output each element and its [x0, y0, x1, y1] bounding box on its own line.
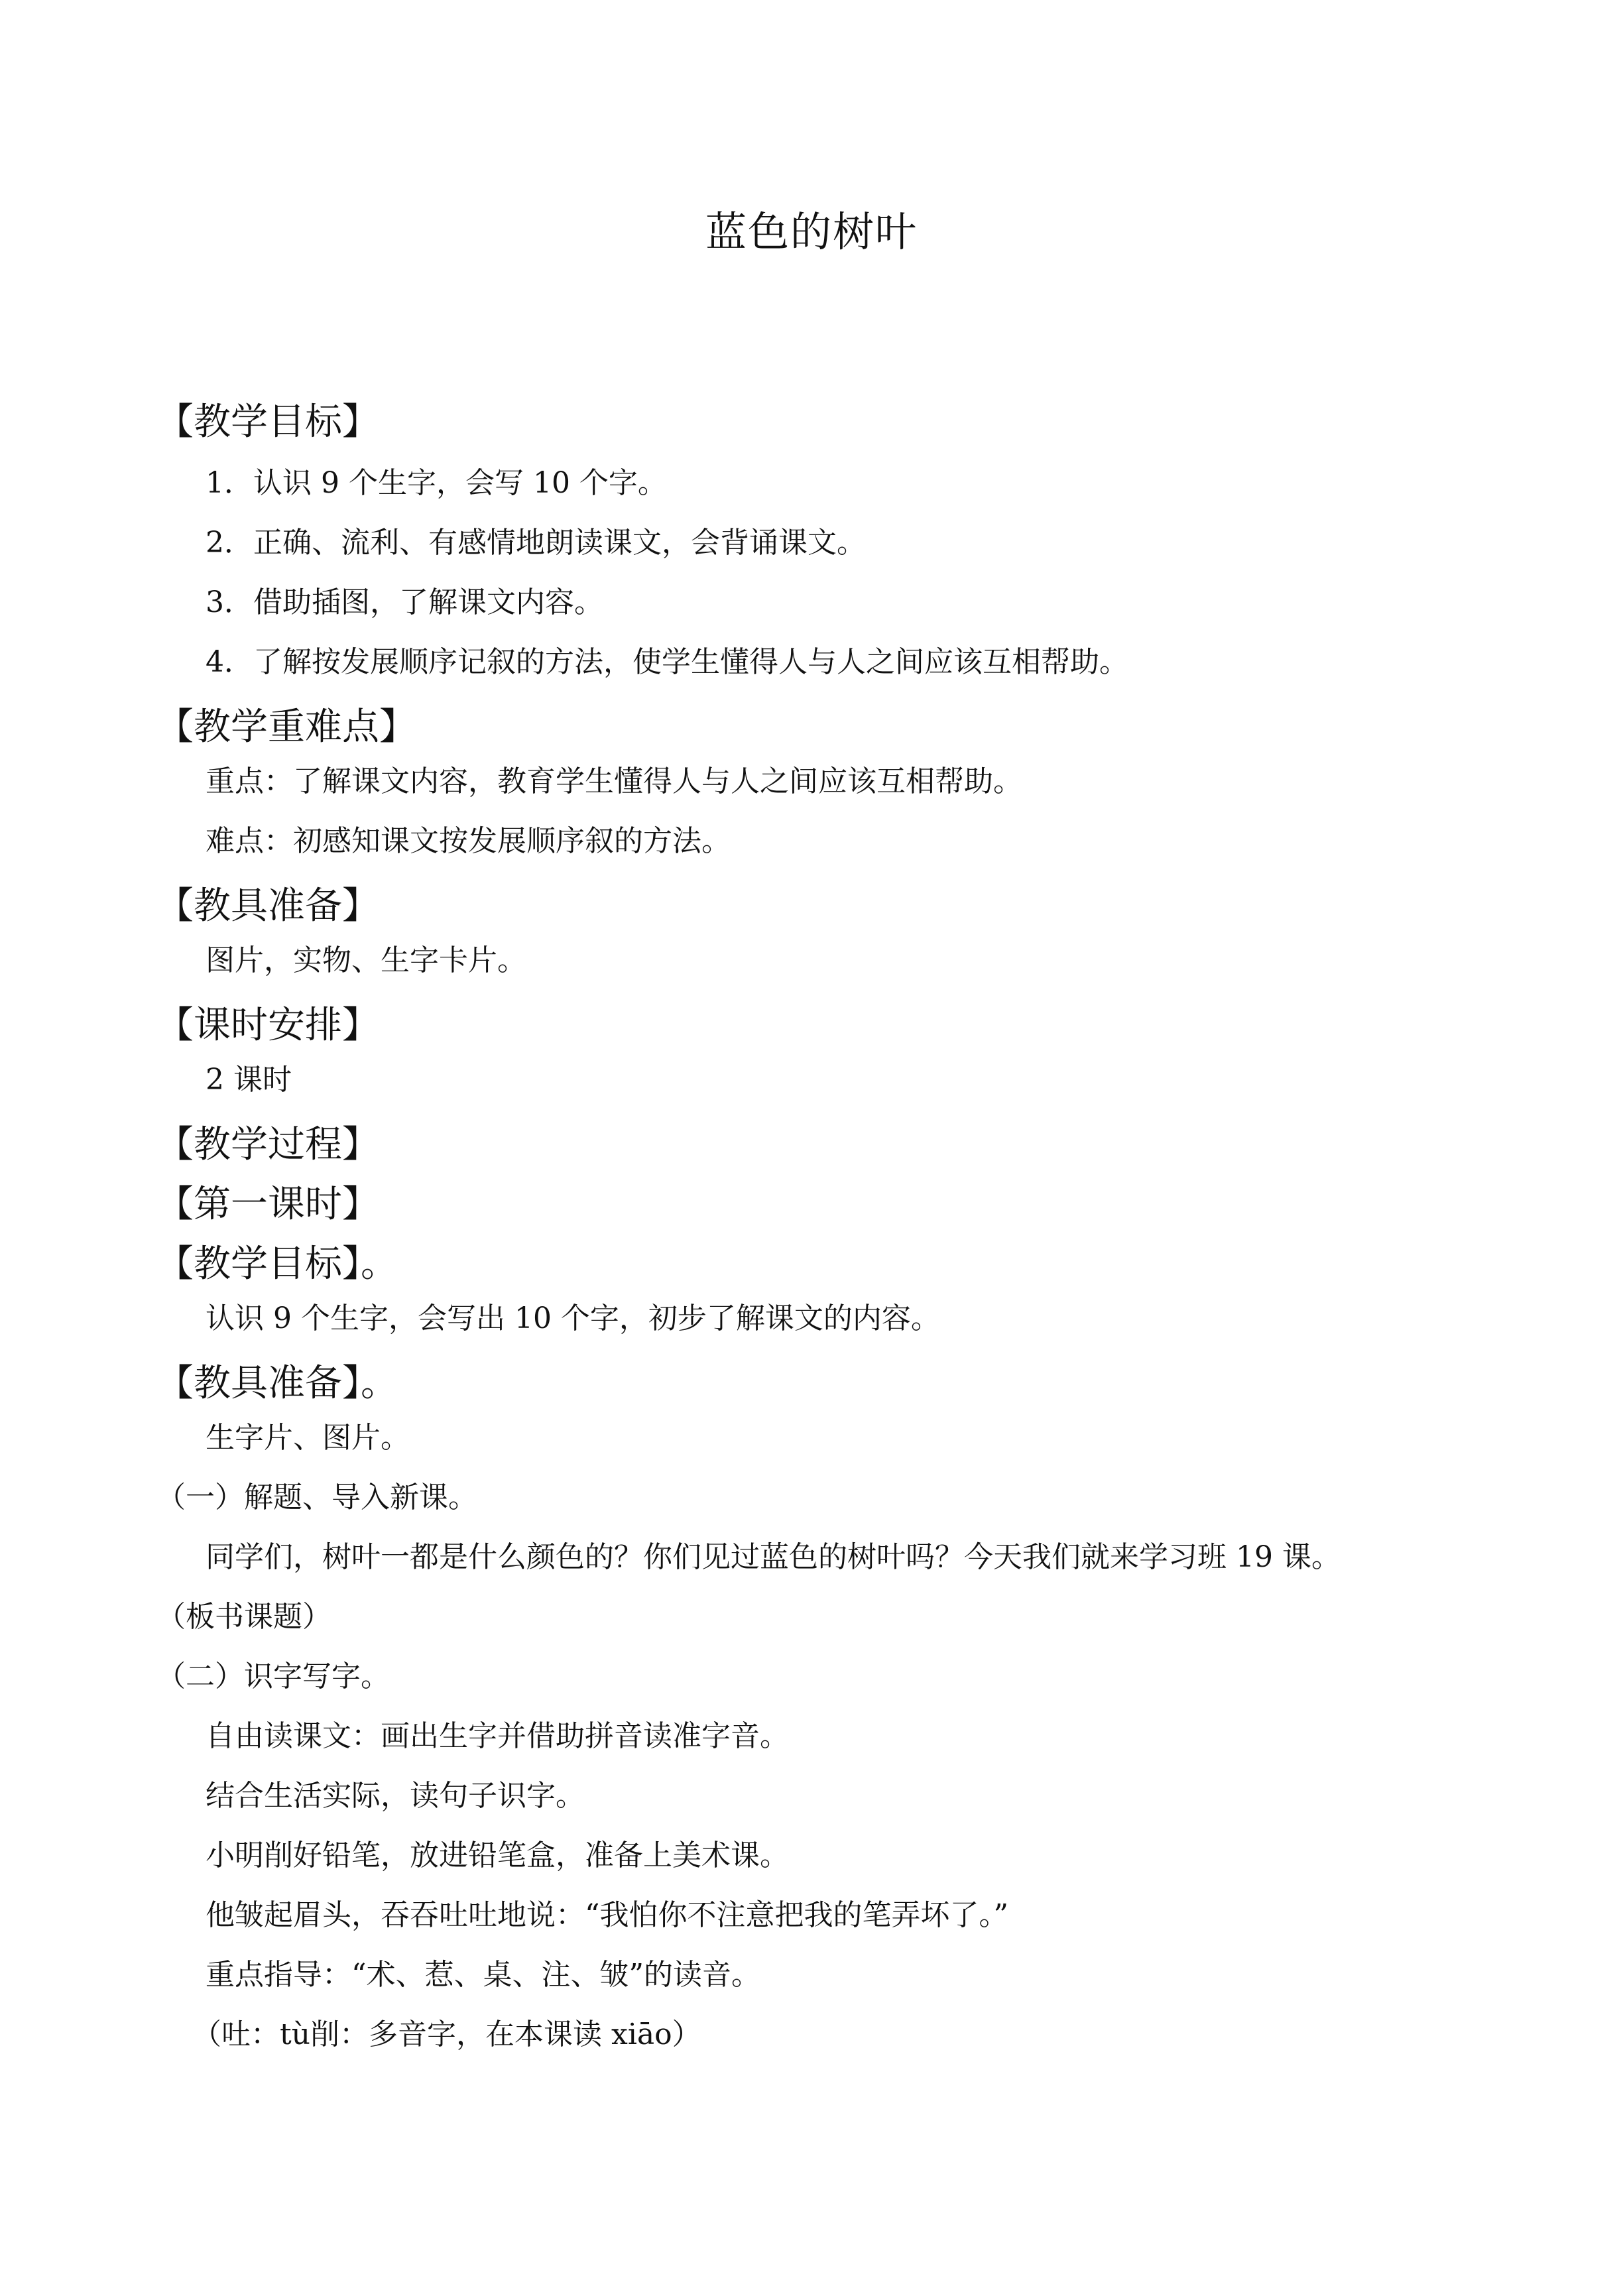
section-heading: 【教学过程】	[156, 1123, 379, 1166]
paragraph-line: 1．认识 9 个生字，会写 10 个字。	[206, 466, 667, 500]
page-title: 蓝色的树叶	[705, 208, 918, 256]
paragraph-line: 难点：初感知课文按发展顺序叙的方法。	[206, 824, 731, 858]
paragraph-line: 2 课时	[206, 1063, 292, 1097]
paragraph-line: 重点：了解课文内容，教育学生懂得人与人之间应该互相帮助。	[206, 764, 1022, 798]
paragraph-line: 结合生活实际，读句子识字。	[206, 1779, 585, 1813]
outline-line: （二）识字写字。	[156, 1660, 390, 1693]
section-heading: 【教具准备】	[156, 884, 379, 928]
paragraph-line: 图片，实物、生字卡片。	[206, 943, 526, 977]
note-line: （吐：tù削：多音字，在本课读 xiāo）	[192, 2018, 701, 2051]
section-heading: 【教学目标】	[156, 400, 379, 444]
paragraph-line: 自由读课文：画出生字并借助拼音读准字音。	[206, 1719, 789, 1753]
paragraph-line: 3．借助插图，了解课文内容。	[206, 585, 603, 619]
outline-line: （一）解题、导入新课。	[156, 1480, 477, 1514]
outline-line: （板书课题）	[156, 1600, 331, 1634]
section-heading: 【第一课时】	[156, 1183, 379, 1226]
section-heading: 【教学目标】。	[156, 1242, 398, 1286]
paragraph-line: 他皱起眉头，吞吞吐吐地说：“我怕你不注意把我的笔弄坏了。”	[206, 1898, 1008, 1932]
section-heading: 【教学重难点】	[156, 705, 416, 749]
paragraph-line: 2．正确、流利、有感情地朗读课文，会背诵课文。	[206, 526, 866, 560]
section-heading: 【课时安排】	[156, 1004, 379, 1047]
paragraph-line: 生字片、图片。	[206, 1421, 410, 1455]
paragraph-line: 认识 9 个生字，会写出 10 个字，初步了解课文的内容。	[206, 1301, 940, 1335]
paragraph-line: 同学们，树叶一都是什么颜色的？你们见过蓝色的树叶吗？今天我们就来学习班 19 课。	[206, 1540, 1341, 1574]
paragraph-line: 小明削好铅笔，放进铅笔盒，准备上美术课。	[206, 1839, 789, 1872]
paragraph-line: 4．了解按发展顺序记叙的方法，使学生懂得人与人之间应该互相帮助。	[206, 645, 1128, 679]
paragraph-line: 重点指导：“术、惹、桌、注、皱”的读音。	[206, 1958, 760, 1992]
section-heading: 【教具准备】。	[156, 1362, 398, 1405]
